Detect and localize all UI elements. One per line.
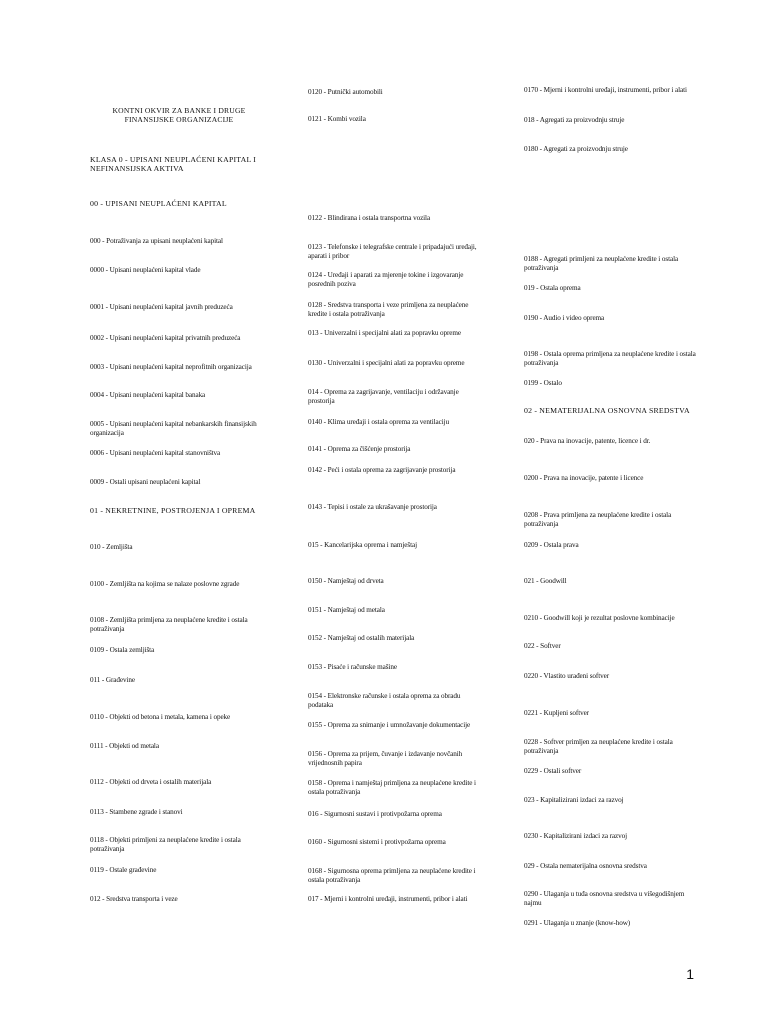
account-entry: 0109 - Ostala zemljišta xyxy=(90,646,155,654)
account-entry: 0160 - Sigurnosni sistemi i protivpožarna oprema xyxy=(308,838,446,846)
account-entry: 000 - Potraživanja za upisani neuplaćeni kapital xyxy=(90,237,223,245)
account-entry: 0004 - Upisani neuplaćeni kapital banaka xyxy=(90,391,206,399)
account-entry: 0152 - Namještaj od ostalih materijala xyxy=(308,634,415,642)
account-entry: 0153 - Pisaće i računske mašine xyxy=(308,663,397,671)
account-entry: 0199 - Ostalo xyxy=(524,379,562,387)
account-entry: 012 - Sredstva transporta i veze xyxy=(90,895,178,903)
account-entry: 0154 - Elektronske računske i ostala oprema za obradu podataka xyxy=(308,692,461,709)
account-entry: 0210 - Goodwill koji je rezultat poslovne kombinacije xyxy=(524,614,675,622)
section-heading: KLASA 0 - UPISANI NEUPLAĆENI KAPITAL I NEFINANSIJSKA AKTIVA xyxy=(90,155,257,173)
section-heading: 02 - NEMATERIJALNA OSNOVNA SREDSTVA xyxy=(524,406,690,415)
account-entry: 0150 - Namještaj od drveta xyxy=(308,577,384,585)
account-entry: 0220 - Vlastito urađeni softver xyxy=(524,672,609,680)
account-entry: 021 - Goodwill xyxy=(524,577,567,585)
document-title-line-2: FINANSIJSKE ORGANIZACIJE xyxy=(124,115,234,124)
account-entry: 0143 - Tepisi i ostale za ukrašavanje prostorija xyxy=(308,503,437,511)
account-entry: 0100 - Zemljišta na kojima se nalaze poslovne zgrade xyxy=(90,580,240,588)
account-entry: 0122 - Blindirana i ostala transportna vozila xyxy=(308,214,431,222)
account-entry: 018 - Agregati za proizvodnju struje xyxy=(524,116,625,124)
account-entry: 0120 - Putnički automobili xyxy=(308,88,383,96)
account-entry: 0291 - Ulaganja u znanje (know-how) xyxy=(524,919,631,927)
section-heading: 00 - UPISANI NEUPLAĆENI KAPITAL xyxy=(90,199,227,208)
account-entry: 0001 - Upisani neuplaćeni kapital javnih preduzeća xyxy=(90,303,233,311)
account-entry: 0155 - Oprema za snimanje i umnožavanje dokumentacije xyxy=(308,721,471,729)
account-entry: 022 - Softver xyxy=(524,642,561,650)
account-entry: 029 - Ostala nematerijalna osnovna sredstva xyxy=(524,862,647,870)
account-entry: 0003 - Upisani neuplaćeni kapital neprofitnih organizacija xyxy=(90,363,252,371)
account-entry: 023 - Kapitalizirani izdaci za razvoj xyxy=(524,796,624,804)
account-entry: 011 - Građevine xyxy=(90,676,135,684)
account-entry: 0119 - Ostale građevine xyxy=(90,866,157,874)
account-entry: 0000 - Upisani neuplaćeni kapital vlade xyxy=(90,266,201,274)
account-entry: 0156 - Oprema za prijem, čuvanje i izdavanje novčanih vrijednosnih papira xyxy=(308,750,463,767)
account-entry: 013 - Univerzalni i specijalni alati za popravku opreme xyxy=(308,329,461,337)
account-entry: 0188 - Agregati primljeni za neuplaćene kredite i ostala potraživanja xyxy=(524,255,679,272)
account-entry: 0230 - Kapitalizirani izdaci za razvoj xyxy=(524,832,627,840)
account-entry: 010 - Zemljišta xyxy=(90,543,133,551)
account-entry: 014 - Oprema za zagrijavanje, ventilaciju i održavanje prostorija xyxy=(308,388,459,405)
page-number: 1 xyxy=(686,966,694,982)
account-entry: 0130 - Univerzalni i specijalni alati za popravku opreme xyxy=(308,359,465,367)
account-entry: 0180 - Agregati za proizvodnju struje xyxy=(524,145,628,153)
document-title xyxy=(90,106,268,124)
account-entry: 0158 - Oprema i namještaj primljena za neuplaćene kredite i ostala potraživanja xyxy=(308,779,476,796)
account-entry: 020 - Prava na inovacije, patente, licence i dr. xyxy=(524,437,651,445)
account-entry: 0121 - Kombi vozila xyxy=(308,115,366,123)
account-entry: 019 - Ostala oprema xyxy=(524,284,581,292)
account-entry: 0112 - Objekti od drveta i ostalih materijala xyxy=(90,778,212,786)
account-entry: 0111 - Objekti od metala xyxy=(90,742,159,750)
account-entry: 0151 - Namještaj od metala xyxy=(308,606,385,614)
account-entry: 0168 - Sigurnosna oprema primljena za neuplaćene kredite i ostala potraživanja xyxy=(308,867,476,884)
account-entry: 0221 - Kupljeni softver xyxy=(524,709,589,717)
account-entry: 0113 - Stambene zgrade i stanovi xyxy=(90,808,183,816)
account-entry: 015 - Kancelarijska oprema i namještaj xyxy=(308,541,417,549)
account-entry: 0002 - Upisani neuplaćeni kapital privatnih preduzeća xyxy=(90,334,241,342)
account-entry: 0170 - Mjerni i kontrolni uređaji, instrumenti, pribor i alati xyxy=(524,86,687,94)
account-entry: 0123 - Telefonske i telegrafske centrale i pripadajući uređaji, aparati i pribor xyxy=(308,243,477,260)
account-entry: 0208 - Prava primljena za neuplaćene kredite i ostala potraživanja xyxy=(524,511,672,528)
account-entry: 0108 - Zemljišta primljena za neuplaćene kredite i ostala potraživanja xyxy=(90,616,248,633)
account-entry: 0110 - Objekti od betona i metala, kamena i opeke xyxy=(90,713,231,721)
account-entry: 0006 - Upisani neuplaćeni kapital stanovništva xyxy=(90,449,221,457)
account-entry: 016 - Sigurnosni sustavi i protivpožarna oprema xyxy=(308,810,442,818)
account-entry: 0128 - Sredstva transporta i veze primljena za neuplaćene kredite i ostala potraživanja xyxy=(308,301,469,318)
account-entry: 0198 - Ostala oprema primljena za neuplaćene kredite i ostala potraživanja xyxy=(524,350,696,367)
account-entry: 0141 - Oprema za čišćenje prostorija xyxy=(308,445,411,453)
account-entry: 0190 - Audio i video oprema xyxy=(524,314,605,322)
account-entry: 017 - Mjerni i kontrolni uređaji, instrumenti, pribor i alati xyxy=(308,895,468,903)
account-entry: 0209 - Ostala prava xyxy=(524,541,579,549)
account-entry: 0229 - Ostali softver xyxy=(524,767,582,775)
account-entry: 0142 - Peći i ostala oprema za zagrijavanje prostorija xyxy=(308,466,456,474)
account-entry: 0124 - Uređaji i aparati za mjerenje tokine i izgovaranje posrednih poziva xyxy=(308,271,464,288)
account-entry: 0009 - Ostali upisani neuplaćeni kapital xyxy=(90,478,201,486)
account-entry: 0200 - Prava na inovacije, patente i licence xyxy=(524,474,644,482)
account-entry: 0228 - Softver primljen za neuplaćene kredite i ostala potraživanja xyxy=(524,738,673,755)
document-title-line-1: KONTNI OKVIR ZA BANKE I DRUGE xyxy=(112,106,246,115)
account-entry: 0005 - Upisani neuplaćeni kapital nebankarskih finansijskih organizacija xyxy=(90,420,257,437)
section-heading: 01 - NEKRETNINE, POSTROJENJA I OPREMA xyxy=(90,506,256,515)
account-entry: 0290 - Ulaganja u tuđa osnovna sredstva u višegodišnjem najmu xyxy=(524,890,685,907)
account-entry: 0118 - Objekti primljeni za neuplaćene kredite i ostala potraživanja xyxy=(90,836,241,853)
account-entry: 0140 - Klima uređaji i ostala oprema za ventilaciju xyxy=(308,418,449,426)
